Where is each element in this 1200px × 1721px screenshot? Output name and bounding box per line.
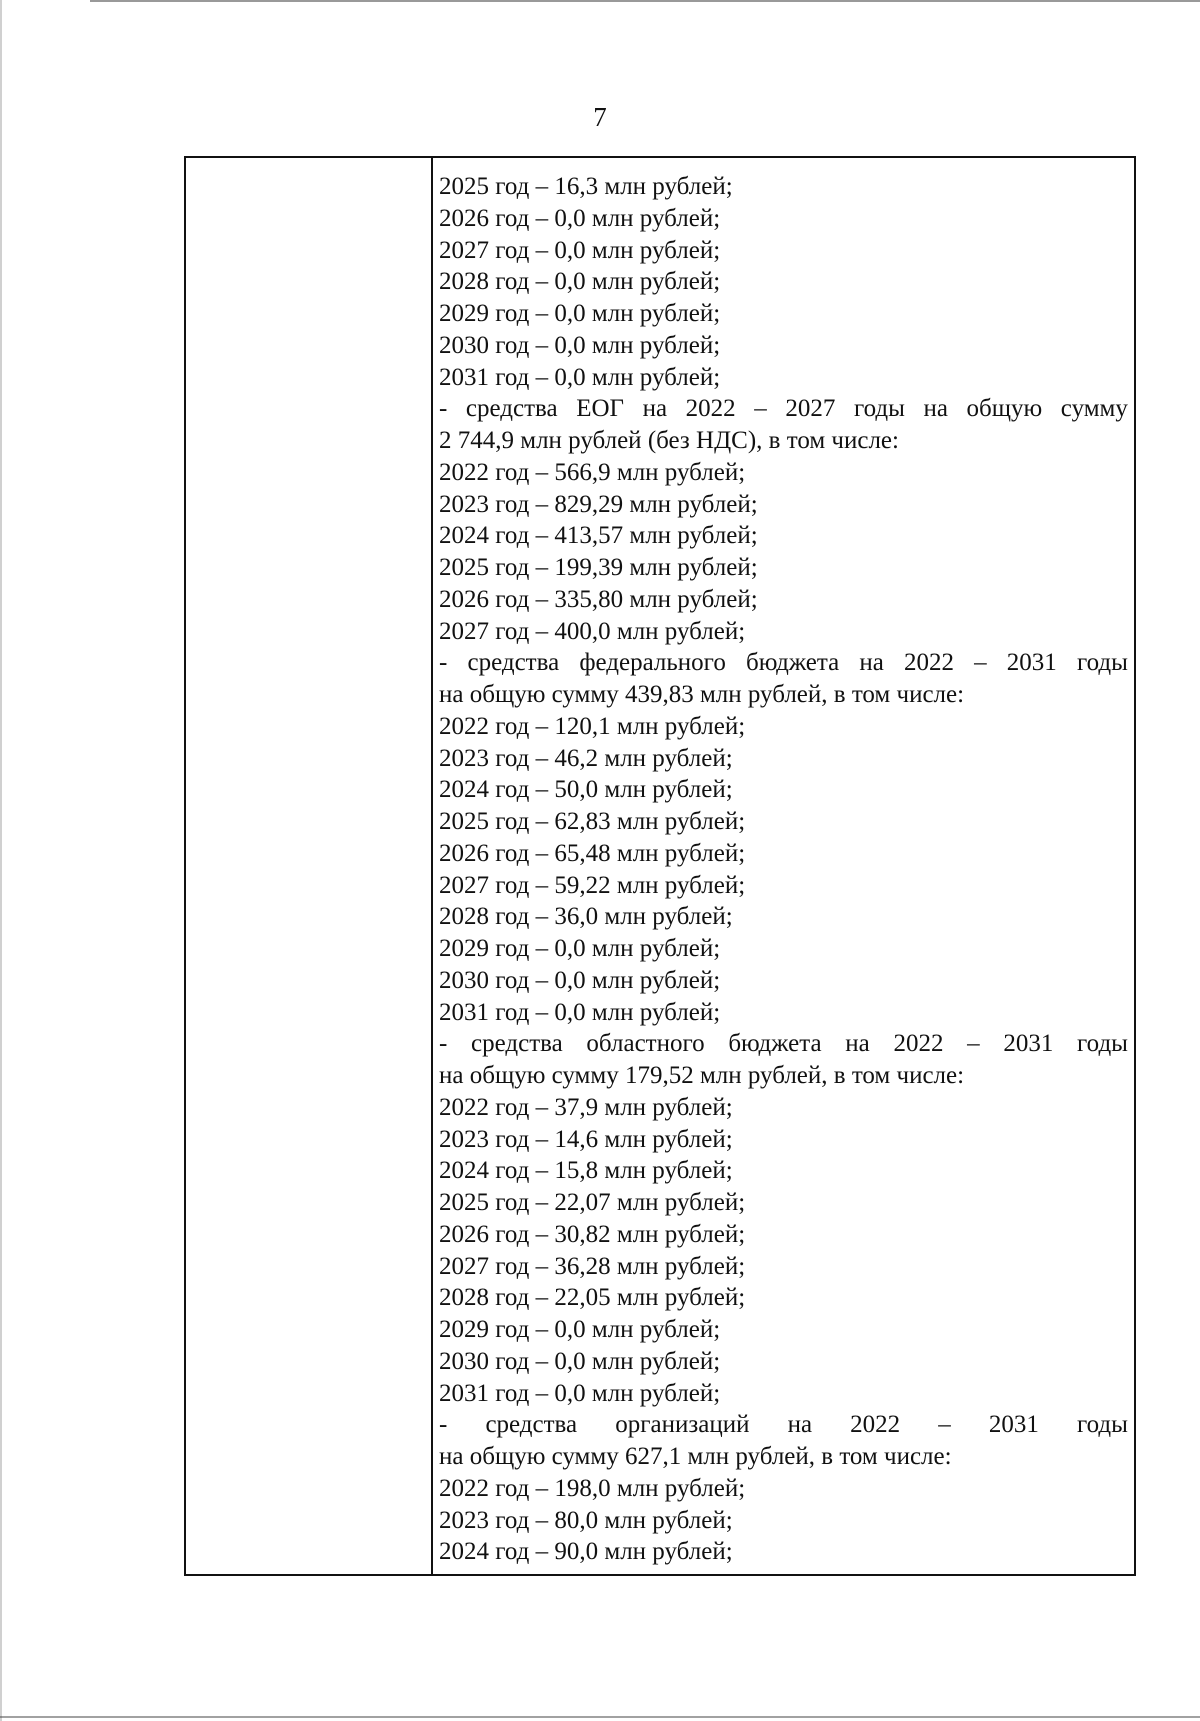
scan-edge-bottom [0, 1716, 1200, 1718]
heading-word: - [439, 1030, 448, 1058]
funding-source-heading-line [439, 1409, 1128, 1441]
funding-source-heading-line [439, 393, 1128, 425]
text-line: 2024 год – 15,8 млн рублей; [439, 1157, 733, 1185]
text-line: на общую сумму 179,52 млн рублей, в том числе: [439, 1062, 965, 1089]
heading-word: годы [853, 395, 905, 423]
text-line: 2023 год – 14,6 млн рублей; [439, 1125, 733, 1153]
funding-source-heading-line [439, 647, 1128, 679]
heading-word: - [439, 1411, 448, 1439]
heading-word: 2022 [893, 1030, 944, 1058]
heading-word: средства [471, 1030, 563, 1058]
table-right-cell [433, 158, 1134, 1574]
heading-word: годы [1077, 1030, 1128, 1058]
table-left-cell [186, 158, 433, 1574]
heading-word: бюджета [745, 649, 840, 677]
text-line: 2029 год – 0,0 млн рублей; [439, 1316, 721, 1343]
text-line: 2025 год – 22,07 млн рублей; [439, 1189, 746, 1216]
heading-word: 2022 [685, 395, 736, 423]
heading-word: 2022 [903, 649, 954, 677]
text-line: 2024 год – 413,57 млн рублей; [439, 522, 758, 550]
heading-word: 2031 [1003, 1030, 1054, 1058]
text-line: 2030 год – 0,0 млн рублей; [439, 331, 721, 359]
text-line: 2023 год – 80,0 млн рублей; [439, 1506, 733, 1534]
heading-word: на [923, 395, 948, 423]
heading-word: ЕОГ [576, 395, 624, 423]
text-line: на общую сумму 439,83 млн рублей, в том числе: [439, 681, 965, 708]
funding-source-heading-line [439, 1028, 1128, 1060]
text-line: 2030 год – 0,0 млн рублей; [439, 1347, 721, 1375]
heading-word: 2022 [850, 1411, 901, 1439]
text-line: 2027 год – 400,0 млн рублей; [439, 617, 746, 645]
heading-word: - [439, 649, 448, 677]
heading-word: средства [467, 649, 560, 677]
heading-word: федерального [579, 649, 726, 677]
text-line: 2022 год – 566,9 млн рублей; [439, 458, 746, 486]
text-line: 2027 год – 36,28 млн рублей; [439, 1252, 746, 1280]
text-line: 2022 год – 198,0 млн рублей; [439, 1474, 746, 1502]
heading-word: общую [966, 395, 1043, 423]
text-line: 2031 год – 0,0 млн рублей; [439, 1379, 721, 1407]
funding-table [184, 156, 1136, 1576]
heading-word: – [967, 1030, 980, 1058]
text-line: 2022 год – 37,9 млн рублей; [439, 1093, 733, 1121]
heading-word: средства [465, 395, 558, 423]
heading-word: на [845, 1030, 870, 1058]
heading-word: 2027 [785, 395, 836, 423]
text-line: 2025 год – 16,3 млн рублей; [439, 173, 733, 200]
text-line: 2028 год – 22,05 млн рублей; [439, 1284, 746, 1312]
text-line: 2026 год – 335,80 млн рублей; [439, 585, 758, 613]
text-line: 2024 год – 90,0 млн рублей; [439, 1538, 733, 1566]
heading-word: на [859, 649, 884, 677]
heading-word: 2031 [988, 1411, 1039, 1439]
heading-word: - [439, 395, 448, 423]
text-line: 2022 год – 120,1 млн рублей; [439, 712, 746, 740]
text-line: 2029 год – 0,0 млн рублей; [439, 935, 721, 962]
heading-word: годы [1076, 1411, 1128, 1439]
scan-edge-left [0, 0, 2, 1721]
heading-word: – [754, 395, 767, 423]
text-line: 2026 год – 65,48 млн рублей; [439, 839, 746, 867]
heading-word: 2031 [1006, 649, 1057, 677]
text-line: 2031 год – 0,0 млн рублей; [439, 998, 721, 1026]
text-line: 2028 год – 36,0 млн рублей; [439, 903, 733, 931]
text-line: 2025 год – 62,83 млн рублей; [439, 808, 746, 835]
text-line: 2024 год – 50,0 млн рублей; [439, 776, 733, 804]
text-line: 2028 год – 0,0 млн рублей; [439, 268, 721, 296]
heading-word: – [938, 1411, 951, 1439]
text-line: 2 744,9 млн рублей (без НДС), в том числе: [439, 427, 899, 454]
text-line: 2027 год – 0,0 млн рублей; [439, 236, 721, 264]
heading-word: сумму [1060, 395, 1128, 423]
text-line: 2031 год – 0,0 млн рублей; [439, 363, 721, 391]
page-number: 7 [593, 102, 607, 132]
heading-word: областного [586, 1030, 705, 1058]
heading-word: – [974, 649, 987, 677]
text-line: 2030 год – 0,0 млн рублей; [439, 966, 721, 994]
heading-word: средства [485, 1411, 578, 1439]
scan-edge-top [90, 0, 1200, 2]
heading-word: организаций [615, 1411, 750, 1439]
text-line: 2026 год – 30,82 млн рублей; [439, 1220, 746, 1248]
text-line: 2026 год – 0,0 млн рублей; [439, 204, 721, 232]
text-line: 2027 год – 59,22 млн рублей; [439, 871, 746, 899]
text-line: 2029 год – 0,0 млн рублей; [439, 300, 721, 327]
text-line: 2023 год – 829,29 млн рублей; [439, 490, 758, 518]
text-line: 2023 год – 46,2 млн рублей; [439, 744, 733, 772]
heading-word: на [642, 395, 668, 423]
heading-word: годы [1076, 649, 1128, 677]
text-line: на общую сумму 627,1 млн рублей, в том числе: [439, 1443, 952, 1470]
text-line: 2025 год – 199,39 млн рублей; [439, 554, 758, 581]
heading-word: на [787, 1411, 813, 1439]
heading-word: бюджета [728, 1030, 822, 1058]
